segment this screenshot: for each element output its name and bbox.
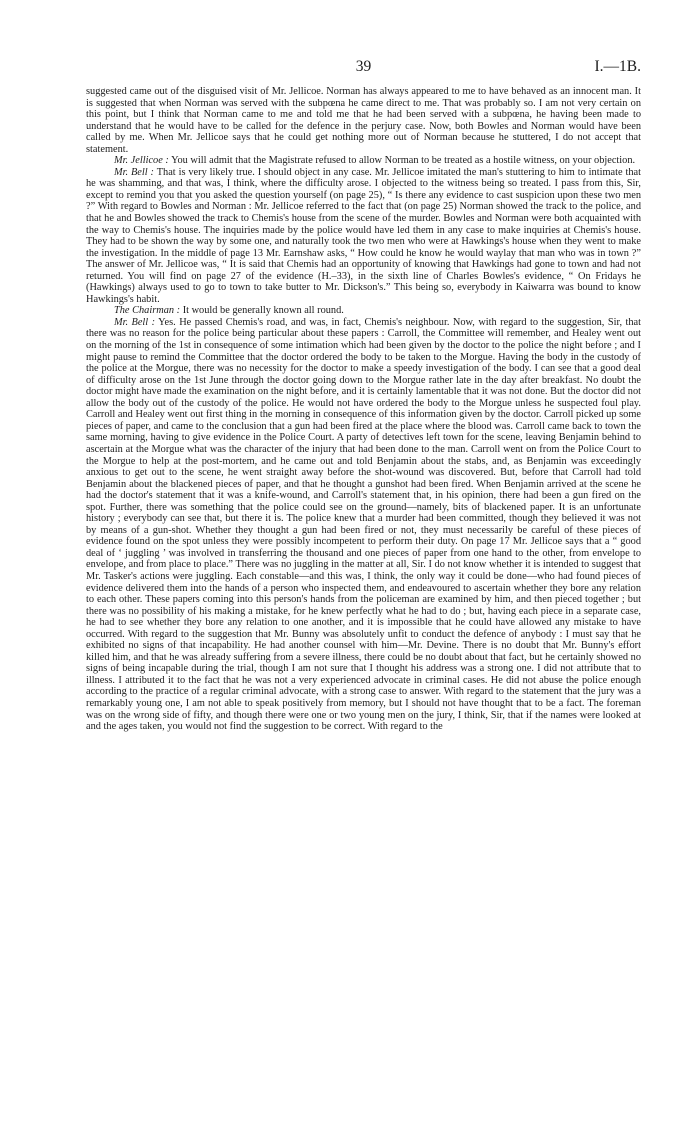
body-text bbox=[86, 86, 641, 733]
paragraph-text: You will admit that the Magistrate refused to allow Norman to be treated as a hostile witness, on your objection. bbox=[171, 155, 636, 167]
paragraph-text: Yes. He passed Chemis's road, and was, in fact, Chemis's neighbour. Now, with regard to the suggestion, Sir, that there was no reason for the police being particular about these papers : Carroll, the Committee will remember, and Healey went out on the morning of the 1st in consequence of some intimation which had been given by the doctor to the police the night before ; and I might pause to remind the Committee that the doctor ordered the body to be taken to the Morgue. Having the body in the custody of the police at the Morgue, there was no necessity for the doctor to make a speedy investigation of the body. I can see that a good deal of difficulty arose on the 1st June through the doctor going down to the Morgue rather late in the day after breakfast. No doubt the doctor might have made the examination on the night before, and it is certainly lamentable that it was not done. But the doctor did not allow the body out of the custody of the police. He would not have ordered the body to the Morgue unless he suspected foul play. Carroll and Healey went out first thing in the morning in consequence of this information given by the doctor. Carroll picked up some pieces of paper, and came to the conclusion that a gun had been fired at the place where the blood was. Carroll came back to town the same morning, having to give evidence in the Police Court. A party of detectives left town for the scene, leaving Benjamin behind to ascertain at the Morgue what was the character of the injury that had been done to the man. Carroll went on from the Police Court to the Morgue to help at the post-mortem, and he came out and told Benjamin about the stabs, and, as Benjamin was exceedingly anxious to get out to the scene, he went straight away before the shot-wound was discovered. But, before that Carroll had told Benjamin about the blackened pieces of paper, and that he thought a gunshot had been fired. When Benjamin arrived at the scene he had the doctor's statement that it was a knife-wound, and Carroll's statement that, in his opinion, there had been a gun fired on the spot. Further, there was something that the police could see on the ground—namely, bits of blackened paper. It is an unfortunate history ; everybody can see that, but there it is. The police knew that a murder had been committed, though they believed it was not by means of a gun-shot. Whether they thought a gun had been fired or not, they must necessarily be careful of these pieces of evidence found on the spot unless they were possibly incompetent to perform their duty. On page 17 Mr. Jellicoe says that a “ good deal of ‘ juggling ’ was involved in transferring the thousand and one pieces of paper from one hand to the other, from envelope to envelope, and from place to place.” There was no juggling in the matter at all, Sir. I do not know whether it is intended to suggest that Mr. Tasker's actions were juggling. Each constable—and this was, I think, the only way it could be done—who had found pieces of evidence delivered them into the hands of a person who inspected them, and endeavoured to ascertain whether they bore any relation to each other. These papers coming into this person's hands from the policeman are examined by him, and then pieced together ; but there was no possibility of his making a mistake, for he knew perfectly what he had to do ; but, having each piece in a separate case, he had to see whether they bore any relation to one another, and it is impossible that he could have allowed any mistake to have occurred. With regard to the suggestion that Mr. Bunny was absolutely unfit to conduct the defence of anybody : I must say that he exhibited no signs of that incapability. He had another counsel with him—Mr. Devine. There is no doubt that Mr. Bunny's effort killed him, and that he was already suffering from a severe illness, there could be no doubt about that fact, but he certainly showed no signs of being incapable during the trial, though I am not sure that I thought his address was a strong one. I did not attribute that to illness. I attributed it to the fact that he was not a very experienced advocate in criminal cases. He did not abuse the police enough according to the practice of a regular criminal advocate, with a strong case to answer. With regard to the statement that the jury was a remarkably young one, I am not able to speak positively from memory, but I should not have thought that to be a fact. The foreman was on the wrong side of fifty, and though there were one or two young men on the jury, I think, Sir, that if the names were looked at and the ages taken, you would not find the suggestion to be correct. With regard to the bbox=[86, 316, 642, 733]
paragraph bbox=[86, 167, 641, 306]
paragraph-text: That is very likely true. I should object in any case. Mr. Jellicoe imitated the man's stuttering to him to intimate that he was shamming, and that was, I think, where the difficulty arose. I objected to the witness being so treated. I pass from this, Sir, except to remind you that you asked the question yourself (on page 25), “ Is there any evidence to cast suspicion upon these two men ?” With regard to Bowles and Norman : Mr. Jellicoe referred to the fact that (on page 25) Norman showed the track to the police, and that he and Bowles showed the track to Chemis's house from the scene of the murder. Bowles and Norman were both acquainted with the way to Chemis's house. The inquiries made by the police would have led them in any case to make inquiries at Chemis's house. They had to be shown the way by some one, and naturally took the two men who were at Hawkings's house when they went to make the investigation. In the middle of page 13 Mr. Earnshaw asks, “ How could he know he would waylay that man who was in town ?” The answer of Mr. Jellicoe was, “ It is said that Chemis had an opportunity of knowing that Hawkings had gone to town and had not returned. You will find on page 27 of the evidence (H.–33), in the sixth line of Charles Bowles's evidence, “ On Fridays he (Hawkings) always used to go to town to take butter to Mr. Dickson's.” This being so, everybody in Kaiwarra was bound to know Hawkings's habit. bbox=[86, 166, 641, 305]
page-number: 39 bbox=[355, 58, 372, 75]
speaker-label: Mr. Bell : bbox=[114, 166, 154, 178]
paragraph bbox=[86, 86, 641, 155]
paragraph bbox=[86, 317, 641, 733]
page-header bbox=[86, 58, 641, 78]
paragraph bbox=[86, 305, 641, 317]
paragraph-text: suggested came out of the disguised visit of Mr. Jellicoe. Norman has always appeared to me to have behaved as an innocent man. It is suggested that when Norman was served with the subpœna he came direct to me. That was probably so. I am not very certain on this point, but I think that Norman came to me and told me that he had been served with a subpœna, he having been made to understand that he would have to be called for the defence in the perjury case. Now, both Bowles and Norman would have been called by me. When Mr. Jellicoe says that he could get nothing more out of Norman because he stuttered, I do not accept that statement. bbox=[86, 86, 641, 155]
speaker-label: Mr. Jellicoe : bbox=[114, 155, 169, 167]
paragraph bbox=[86, 155, 641, 167]
speaker-label: Mr. Bell : bbox=[114, 316, 156, 328]
paragraph-text: It would be generally known all round. bbox=[182, 305, 344, 317]
speaker-label: The Chairman : bbox=[114, 305, 181, 317]
document-reference: I.—1B. bbox=[594, 58, 641, 75]
